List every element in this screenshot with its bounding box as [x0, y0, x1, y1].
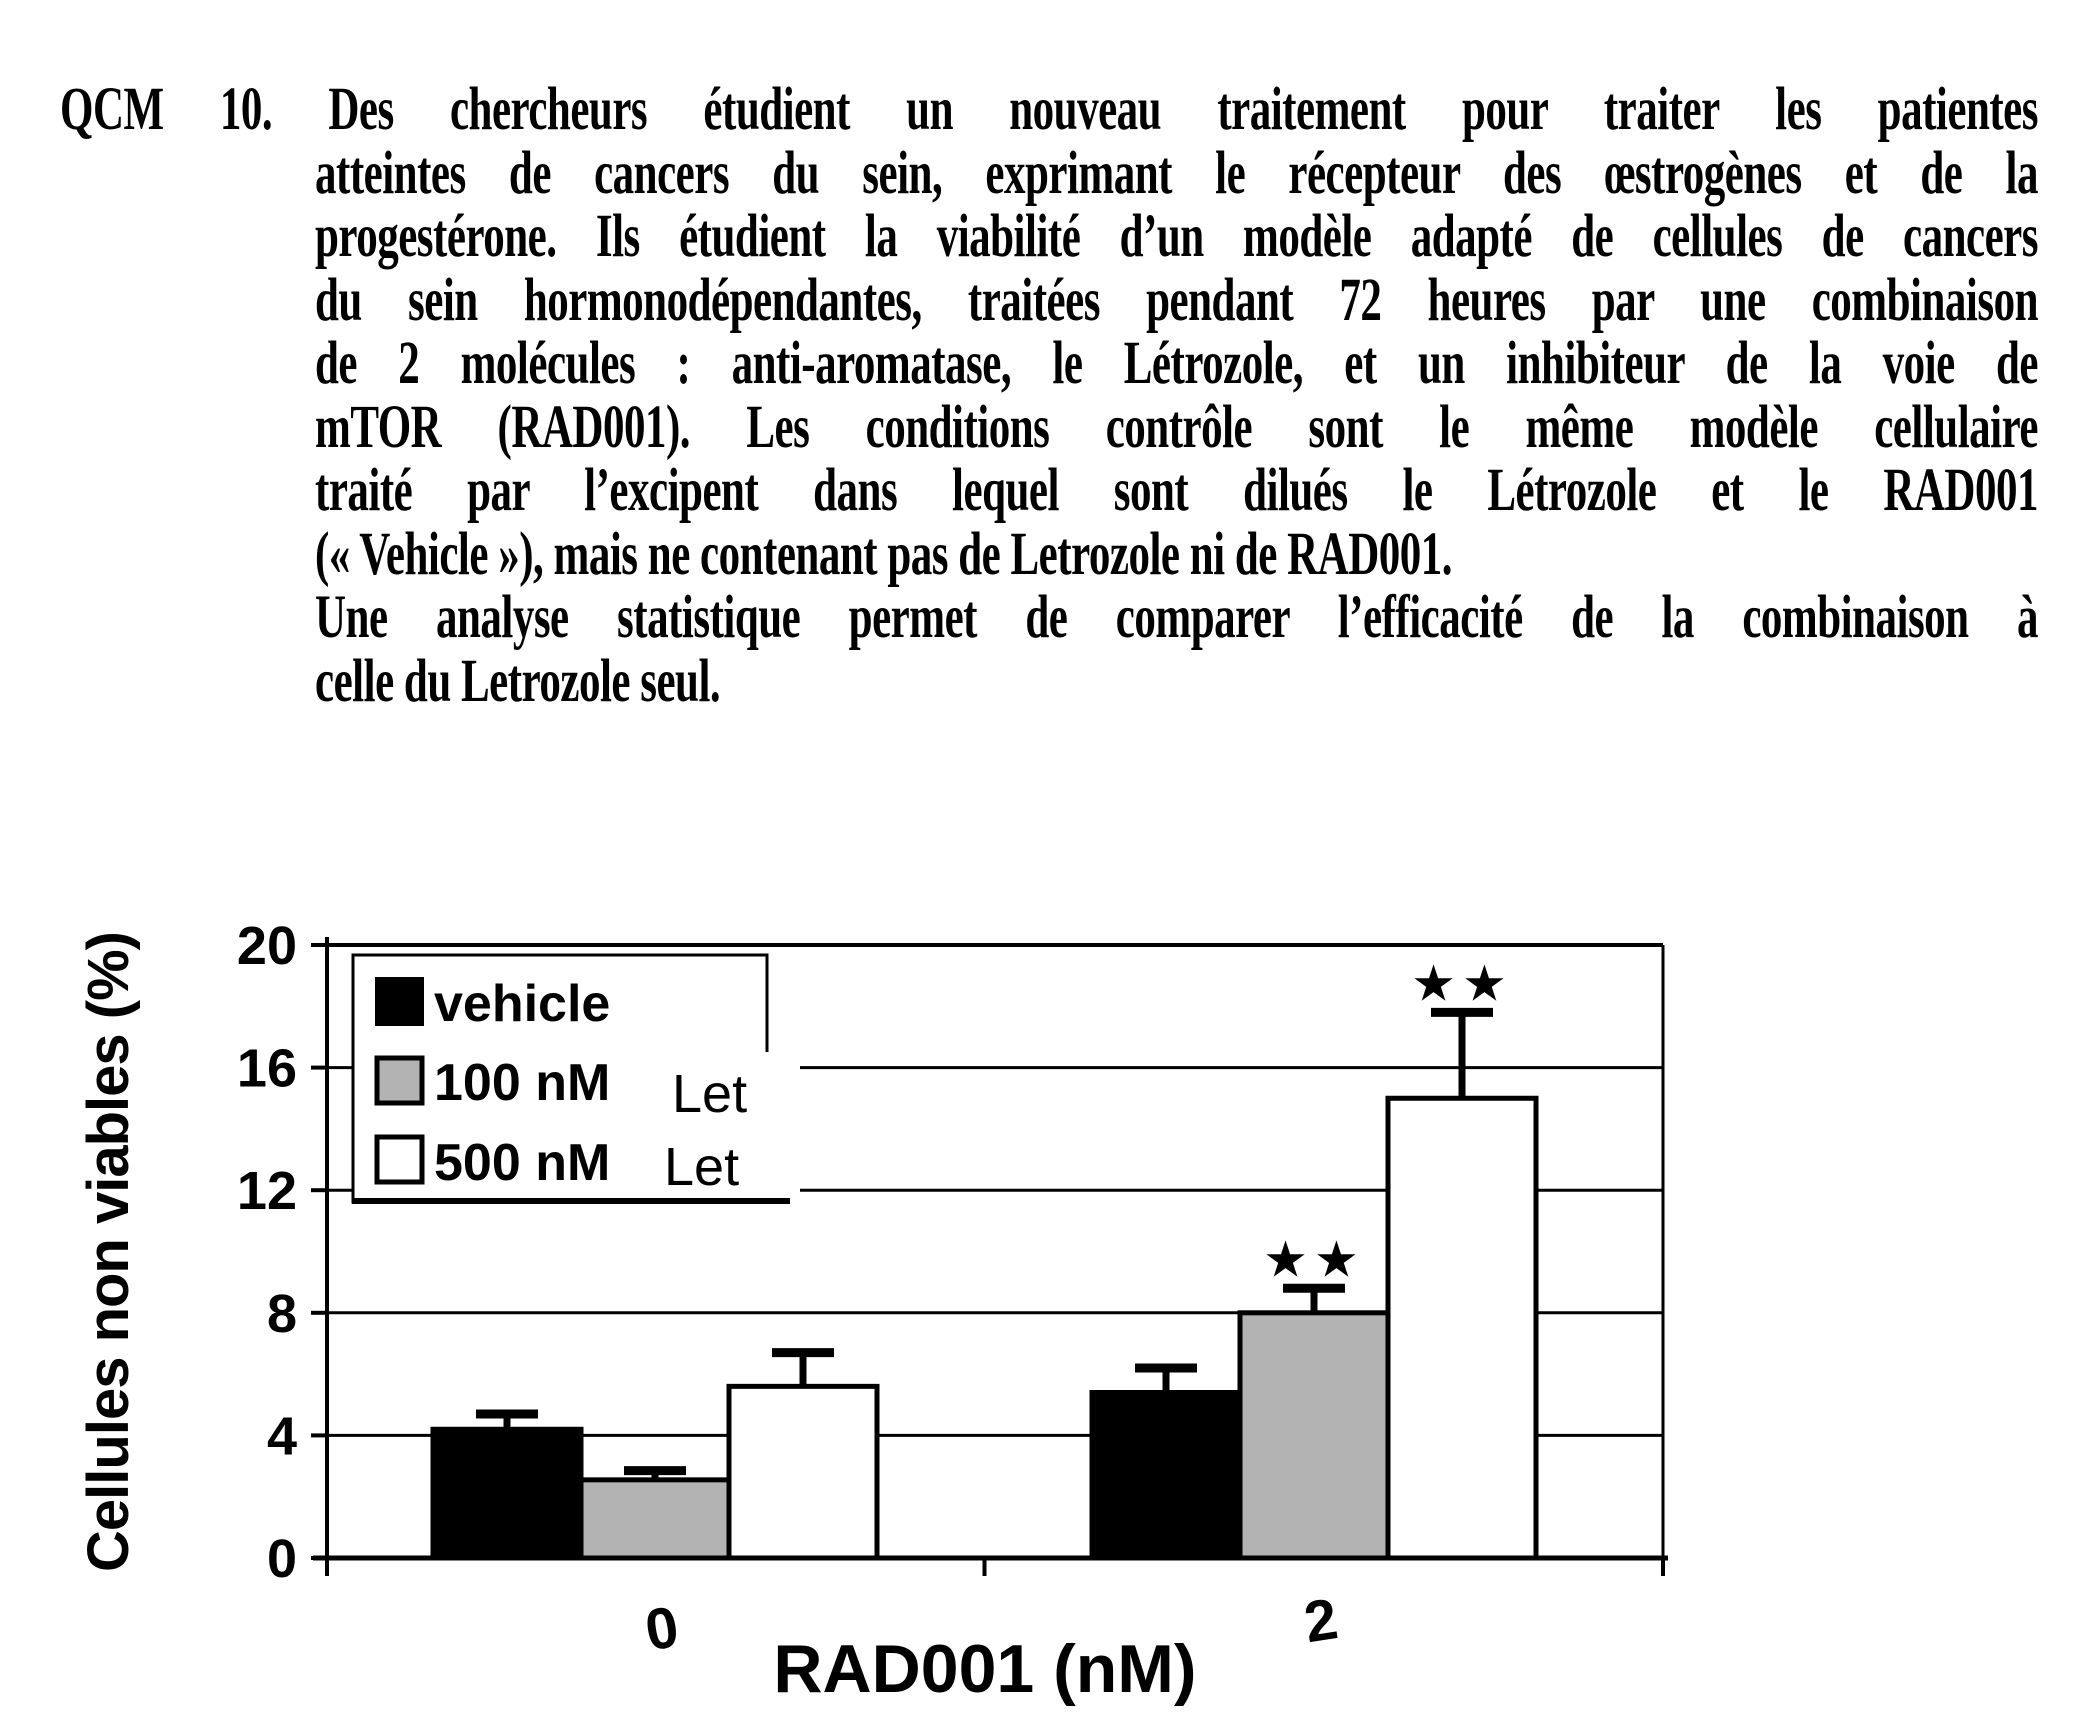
legend-note: Let [672, 1064, 748, 1124]
bar-500nM-0 [729, 1386, 877, 1558]
question-line-text: QCM 10. Des chercheurs étudient un nouveau traitement pour traiter les patientes [60, 76, 2038, 144]
y-tick-label: 20 [236, 916, 297, 976]
significance-stars: ★★ [1411, 955, 1513, 1012]
x-tick-label: 0 [640, 1594, 683, 1664]
legend-swatch-1 [377, 979, 422, 1024]
y-tick-label: 16 [236, 1038, 297, 1099]
legend-swatch-2 [377, 1058, 422, 1103]
bar-500nM-2 [1388, 1098, 1536, 1558]
legend-label: vehicle [434, 975, 611, 1033]
viability-bar-chart [0, 870, 2100, 1729]
y-tick-label: 8 [266, 1283, 297, 1344]
question-line-text: Une analyse statistique permet de comparer l’efficacité de la combinaison à [315, 584, 2038, 652]
x-tick-label: 2 [1299, 1586, 1342, 1656]
y-tick-label: 12 [236, 1161, 297, 1222]
bar-vehicle-0 [433, 1429, 581, 1558]
question-line [315, 648, 2038, 716]
question-line-text: du sein hormonodépendantes, traitées pendant 72 heures par une combinaison [315, 267, 2038, 334]
x-axis-title: RAD001 (nM) [773, 1631, 1197, 1707]
legend-swatch-3 [377, 1137, 422, 1182]
significance-stars: ★★ [1263, 1231, 1365, 1288]
question-line-text: mTOR (RAD001). Les conditions contrôle sont le même modèle cellulaire [315, 394, 2038, 461]
legend-note: Let [664, 1137, 740, 1197]
bar-100nM-0 [581, 1480, 729, 1558]
question-line-text: celle du Letrozole seul. [315, 648, 721, 715]
question-line-text: (« Vehicle »), mais ne contenant pas de Letrozole ni de RAD001. [315, 521, 1453, 588]
y-axis-title: Cellules non viables (%) [76, 932, 141, 1572]
bar-100nM-2 [1240, 1313, 1388, 1558]
y-tick-label: 4 [266, 1406, 297, 1467]
question-line-text: progestérone. Ils étudient la viabilité d’un modèle adapté de cellules de cancers [315, 203, 2038, 271]
question-line-text: de 2 molécules : anti-aromatase, le Létrozole, et un inhibiteur de la voie de [315, 330, 2038, 398]
question-block [60, 76, 2038, 715]
y-tick-label: 0 [266, 1529, 297, 1589]
legend-label: 100 nM [434, 1054, 611, 1112]
question-line-text: atteintes de cancers du sein, exprimant le récepteur des œstrogènes et de la [315, 140, 2038, 207]
bar-vehicle-2 [1092, 1392, 1240, 1558]
legend-label: 500 nM [434, 1134, 611, 1192]
question-line-text: traité par l’excipent dans lequel sont dilués le Létrozole et le RAD001 [315, 457, 2038, 525]
